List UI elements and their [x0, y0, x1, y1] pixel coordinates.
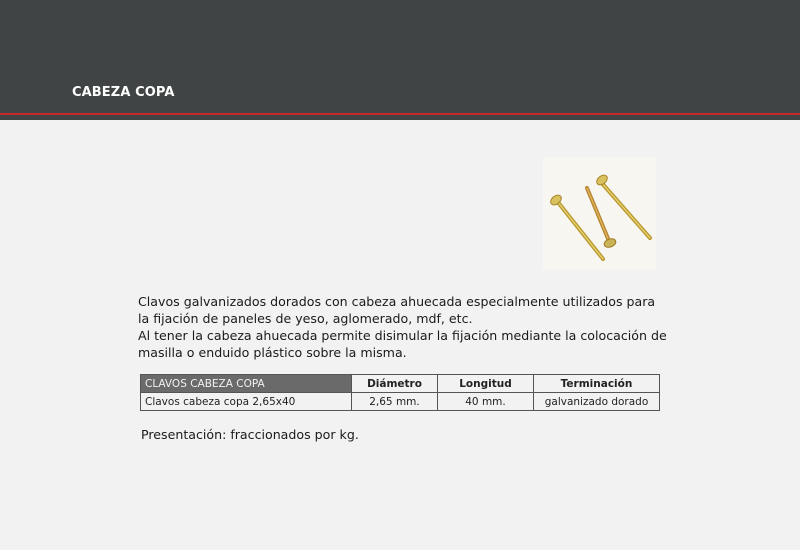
table-row — [141, 393, 660, 411]
page-title: CABEZA COPA — [72, 85, 175, 100]
header-length: Longitud — [438, 375, 534, 393]
header-finish: Terminación — [534, 375, 660, 393]
cell-product: Clavos cabeza copa 2,65x40 — [141, 393, 352, 411]
cell-diameter: 2,65 mm. — [352, 393, 438, 411]
header-product: CLAVOS CABEZA COPA — [141, 375, 352, 393]
header-diameter: Diámetro — [352, 375, 438, 393]
description-paragraph-1: Clavos galvanizados dorados con cabeza ahuecada especialmente utilizados para la fijación de paneles de yeso, aglomerado, mdf, etc. — [138, 294, 656, 326]
nails-illustration — [543, 157, 656, 270]
description-paragraph-2: Al tener la cabeza ahuecada permite disimular la fijación mediante la colocación de masilla o enduido plástico sobre la misma. — [138, 328, 667, 360]
presentation-text: Presentación: fraccionados por kg. — [141, 427, 359, 442]
cell-length: 40 mm. — [438, 393, 534, 411]
header-accent-line — [0, 113, 800, 115]
spec-table — [140, 374, 660, 411]
page-header — [0, 0, 800, 120]
product-description — [138, 293, 668, 361]
cell-finish: galvanizado dorado — [534, 393, 660, 411]
spec-table-header — [141, 375, 660, 393]
product-image — [543, 157, 656, 270]
